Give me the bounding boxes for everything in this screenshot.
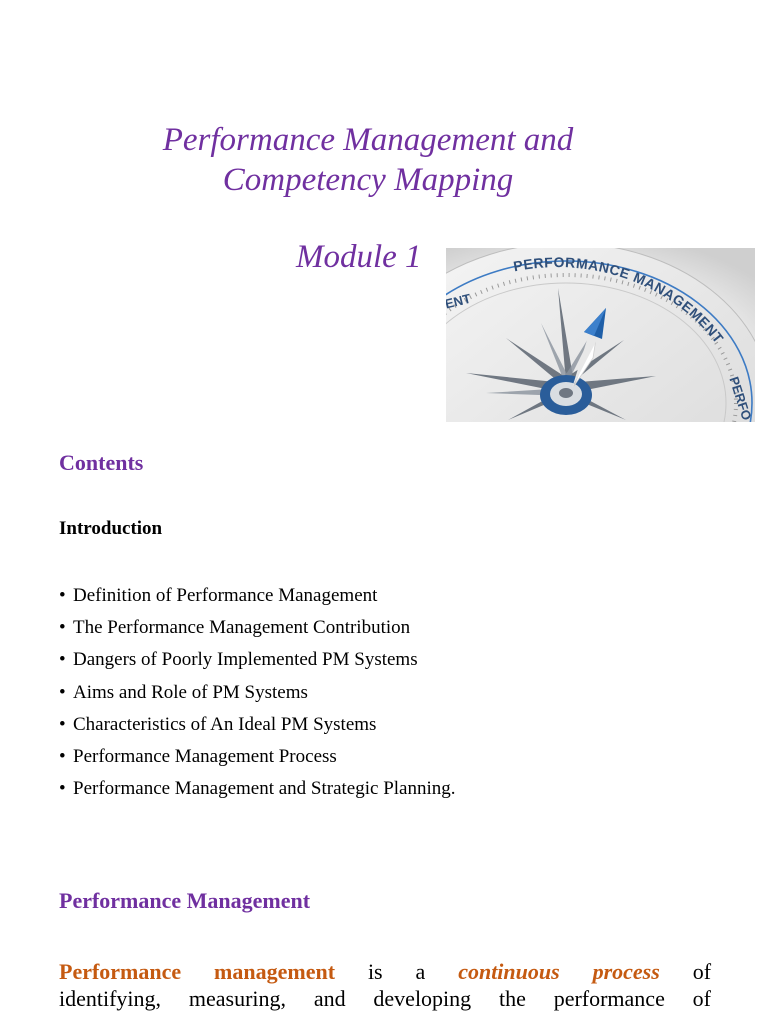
bullet-icon: • — [59, 585, 66, 606]
section-paragraph — [59, 958, 711, 1012]
arc-text: PERFORMANCE MANAGEMENT — [511, 254, 727, 347]
list-item: • Performance Management Process — [59, 743, 456, 775]
list-item: • Definition of Performance Management — [59, 582, 456, 614]
list-item: • Aims and Role of PM Systems — [59, 679, 456, 711]
paragraph-line-1: Performance management is a continuous process of — [59, 959, 712, 984]
bullet-icon: • — [59, 745, 66, 767]
term-highlight: Performance management — [59, 959, 336, 984]
list-item: • Dangers of Poorly Implemented PM Systems — [59, 646, 456, 678]
contents-list — [59, 582, 456, 807]
bullet-icon: • — [59, 713, 66, 735]
arc-right-fragment: PERFO — [726, 374, 755, 422]
bullet-icon: • — [59, 617, 66, 639]
bullet-icon: • — [59, 649, 66, 671]
compass-image — [446, 248, 755, 422]
list-item: • Performance Management and Strategic Planning. — [59, 775, 456, 807]
page-title — [0, 120, 736, 200]
title-line-2: Competency Mapping — [222, 162, 514, 198]
section-heading: Performance Management — [59, 888, 311, 913]
contents-heading: Contents — [59, 450, 144, 475]
title-line-1: Performance Management and — [162, 122, 574, 158]
list-item: • The Performance Management Contribution — [59, 614, 456, 646]
bullet-icon: • — [59, 681, 66, 703]
list-item: • Characteristics of An Ideal PM Systems — [59, 711, 456, 743]
bullet-icon: • — [59, 778, 66, 800]
intro-heading: Introduction — [59, 518, 163, 539]
paragraph-line-2: identifying, measuring, and developing the performance of — [59, 986, 711, 1011]
process-highlight: continuous process — [458, 959, 660, 984]
module-label: Module 1 — [296, 239, 422, 275]
arc-left-fragment: ENT — [446, 290, 473, 312]
